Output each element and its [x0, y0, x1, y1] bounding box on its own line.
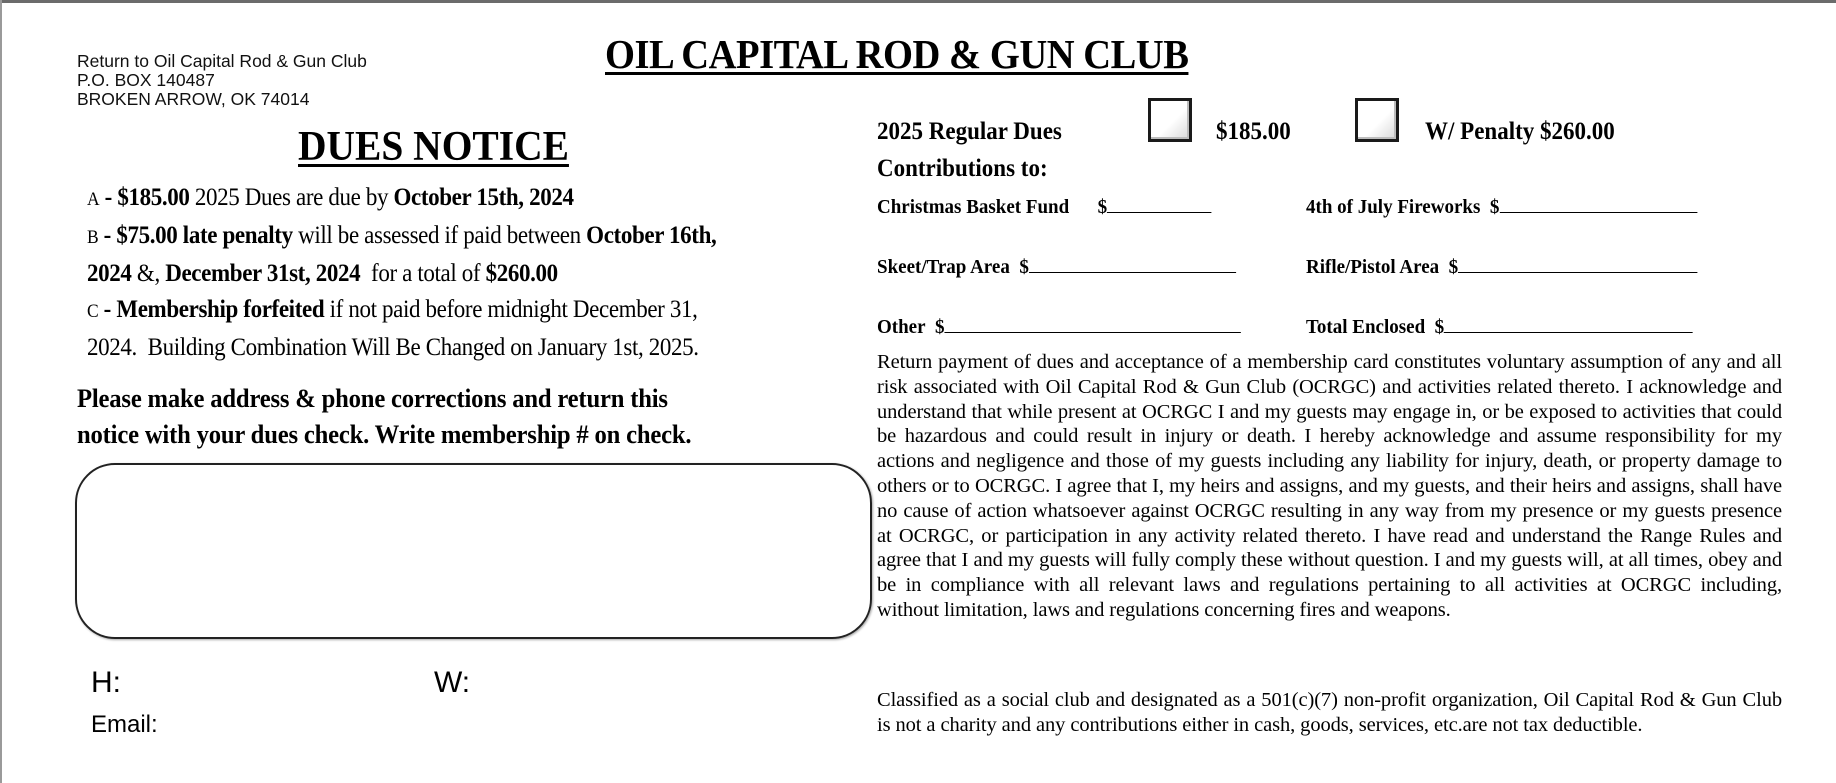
window-top-border	[0, 0, 1836, 3]
return-address-line-2: P.O. BOX 140487	[77, 70, 215, 90]
instructions	[77, 380, 821, 452]
contributions-title: Contributions to:	[877, 155, 1048, 182]
contribution-skeet-trap: Skeet/Trap Area $	[877, 254, 1236, 279]
penalty-dues-amount: W/ Penalty $260.00	[1425, 118, 1615, 145]
rifle-pistol-amount-field[interactable]	[1458, 254, 1697, 273]
contribution-rifle-pistol: Rifle/Pistol Area $	[1306, 254, 1698, 279]
term-c-continued: 2024. Building Combination Will Be Changed on January 1st, 2025.	[87, 334, 699, 361]
regular-dues-checkbox[interactable]	[1148, 98, 1192, 142]
term-c: C - Membership forfeited if not paid before midnight December 31,	[87, 296, 698, 323]
instructions-line-2: notice with your dues check. Write membership # on check.	[77, 419, 692, 449]
regular-dues-label: 2025 Regular Dues	[877, 118, 1062, 145]
penalty-dues-checkbox[interactable]	[1355, 98, 1399, 142]
contribution-christmas-basket: Christmas Basket Fund $	[877, 194, 1212, 219]
return-address	[77, 52, 367, 109]
dues-notice-title: DUES NOTICE	[298, 124, 569, 170]
total-enclosed-amount-field[interactable]	[1444, 314, 1693, 333]
tax-status-notice: Classified as a social club and designated as a 501(c)(7) non-profit organization, Oil Capital Rod & Gun Club is not a charity and any contributions either in cash, goods, services, etc.are not tax deductible.	[877, 689, 1782, 736]
dues-terms	[87, 180, 823, 366]
term-b: B - $75.00 late penalty will be assessed if paid between October 16th,	[87, 222, 717, 249]
contribution-fireworks: 4th of July Fireworks $	[1306, 194, 1697, 219]
skeet-trap-amount-field[interactable]	[1029, 254, 1236, 273]
club-title: OIL CAPITAL ROD & GUN CLUB	[605, 31, 1189, 77]
work-phone-label: W:	[434, 666, 471, 699]
term-a: A - $185.00 2025 Dues are due by October 15th, 2024	[87, 184, 574, 211]
term-b-continued: 2024 &, December 31st, 2024 for a total of $260.00	[87, 260, 558, 287]
home-phone-label: H:	[91, 666, 121, 699]
contribution-other: Other $	[877, 314, 1241, 339]
instructions-line-1: Please make address & phone corrections and return this	[77, 383, 668, 413]
other-amount-field[interactable]	[945, 314, 1241, 333]
return-address-line-3: BROKEN ARROW, OK 74014	[77, 89, 310, 109]
email-label: Email:	[91, 711, 158, 738]
member-address-box[interactable]	[75, 463, 872, 639]
christmas-basket-amount-field[interactable]	[1107, 194, 1212, 213]
regular-dues-amount: $185.00	[1216, 118, 1291, 145]
liability-waiver-text: Return payment of dues and acceptance of a membership card constitutes voluntary assumption of any and all risk associated with Oil Capital Rod & Gun Club (OCRGC) and activities related thereto. I acknowledge and understand that while present at OCRGC I and my guests may engage in, or be exposed to activities that could be hazardous and could result in injury or death. I hereby acknowledge and assume responsibility for my actions and negligence and those of my guests including any liability for injury, death, or property damage to others or to OCRGC. I agree that I, my heirs and assigns, and my guests, and their heirs and assigns, shall have no cause of action whatsoever against OCRGC resulting in any way from my presence or my guests presence at OCRGC, or participation in any activity related thereto. I have read and understand the Range Rules and agree that I and my guests will fully comply these without question. I and my guests will, at all times, obey and be in compliance with all relevant laws and regulations pertaining to all activities at OCRGC including, without limitation, laws and regulations concerning fires and weapons.	[877, 351, 1782, 621]
return-address-line-1: Return to Oil Capital Rod & Gun Club	[77, 51, 367, 71]
fireworks-amount-field[interactable]	[1499, 194, 1697, 213]
contribution-total-enclosed: Total Enclosed $	[1306, 314, 1693, 339]
window-left-border	[0, 0, 2, 783]
